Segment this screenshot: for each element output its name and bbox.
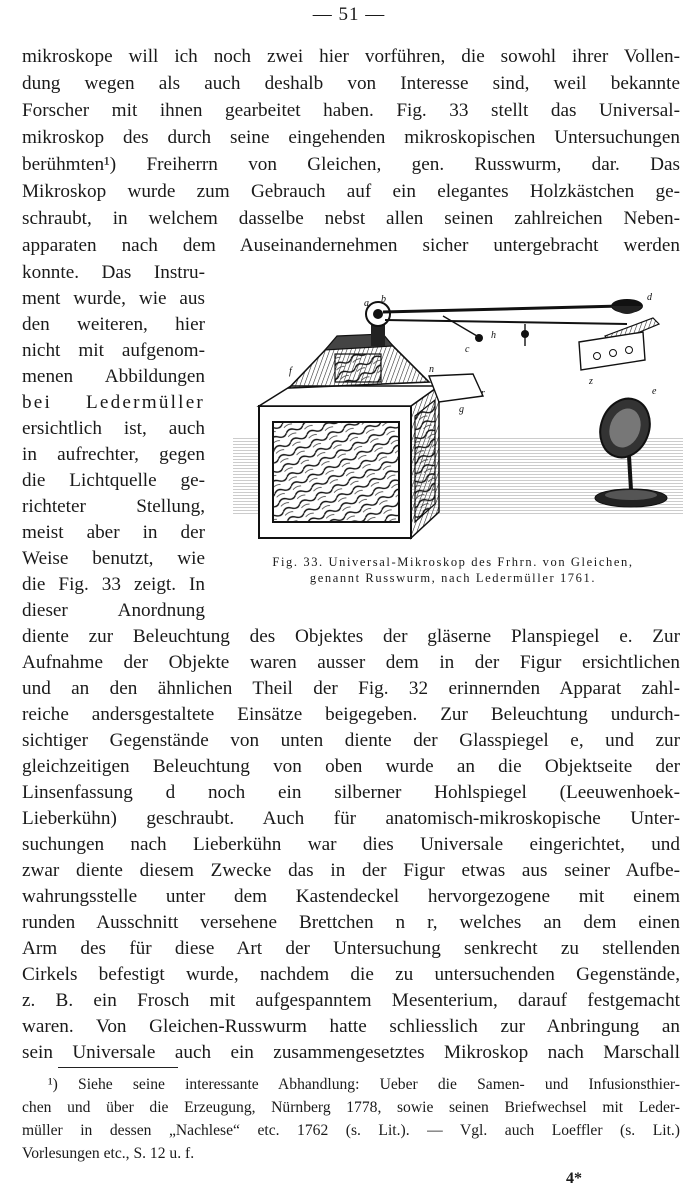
- side-line: konnte. Das Instru-: [22, 262, 205, 283]
- figure-caption: [224, 554, 682, 586]
- svg-text:e: e: [652, 386, 657, 397]
- side-line: bei Ledermüller: [22, 392, 205, 413]
- side-line: in aufrechter, gegen: [22, 444, 205, 465]
- footnote-rule: [58, 1067, 178, 1068]
- svg-text:f: f: [289, 366, 292, 377]
- caption-line: Fig. 33. Universal-Mikroskop des Frhrn. von Gleichen,: [272, 555, 634, 569]
- side-line: nicht mit aufgenom-: [22, 340, 205, 361]
- body-line: Aufnahme der Objekte waren ausser dem in der Figur ersichtlichen: [22, 652, 680, 673]
- body-line: Linsenfassung d noch ein silberner Hohlspiegel (Leeuwenhoek-: [22, 782, 680, 803]
- svg-text:h: h: [491, 330, 496, 341]
- svg-text:c: c: [465, 344, 470, 355]
- body-line: und an den ähnlichen Theil der Fig. 32 erinnernden Apparat zahl-: [22, 678, 680, 699]
- side-line: meist aber in der: [22, 522, 205, 543]
- svg-text:a: a: [364, 298, 369, 309]
- footnote-line: Vorlesungen etc., S. 12 u. f.: [22, 1145, 195, 1162]
- body-line: z. B. ein Frosch mit aufgespanntem Mesenterium, darauf festgemacht: [22, 990, 680, 1011]
- body-line: waren. Von Gleichen-Russwurm hatte schliesslich zur Anbringung an: [22, 1016, 680, 1037]
- body-line: zwar diente diesem Zwecke das in der Figur etwas aus seiner Aufbe-: [22, 860, 680, 881]
- body-line: diente zur Beleuchtung des Objektes der gläserne Planspiegel e. Zur: [22, 626, 680, 647]
- body-line: berühmten¹) Freiherrn von Gleichen, gen. Russwurm, dar. Das: [22, 154, 680, 175]
- body-line: dung wegen als auch deshalb von Interesse sind, weil bekannte: [22, 73, 680, 94]
- side-line: menen Abbildungen: [22, 366, 205, 387]
- body-line: sichtiger Gegenstände von unten diente der Glasspiegel e, und zur: [22, 730, 680, 751]
- body-line: Lieberkühn) geschraubt. Auch für anatomisch-mikroskopische Unter-: [22, 808, 680, 829]
- body-line: gleichzeitigen Beleuchtung von oben wurde an die Objektseite der: [22, 756, 680, 777]
- svg-text:d: d: [647, 292, 652, 303]
- side-line: richteter Stellung,: [22, 496, 205, 517]
- body-line: schraubt, in welchem dasselbe nebst allen seinen zahlreichen Neben-: [22, 208, 680, 229]
- body-line: suchungen nach Lieberkühn war dies Universale eingerichtet, und: [22, 834, 680, 855]
- svg-text:r: r: [481, 388, 485, 399]
- footnote-line: ¹) Siehe seine interessante Abhandlung: Ueber die Samen- und Infusionsthier-: [48, 1076, 680, 1093]
- body-line: reiche andersgestaltete Einsätze beigegeben. Zur Beleuchtung undurch-: [22, 704, 680, 725]
- side-line: dieser Anordnung: [22, 600, 205, 621]
- body-line: Forscher mit ihnen gearbeitet haben. Fig. 33 stellt das Universal-: [22, 100, 680, 121]
- body-line: mikroskope will ich noch zwei hier vorführen, die sowohl ihrer Vollen-: [22, 46, 680, 67]
- svg-text:z: z: [589, 376, 593, 387]
- caption-line: genannt Russwurm, nach Ledermüller 1761.: [309, 571, 597, 585]
- side-line: ersichtlich ist, auch: [22, 418, 205, 439]
- body-line: apparaten nach dem Auseinandernehmen sicher untergebracht werden: [22, 235, 680, 256]
- side-line: Weise benutzt, wie: [22, 548, 205, 569]
- footnote-line: müller in dessen „Nachlese“ etc. 1762 (s. Lit.). — Vgl. auch Loeffler (s. Lit.): [22, 1122, 680, 1139]
- signature-mark: 4*: [566, 1170, 582, 1187]
- body-line: Mikroskop wurde zum Gebrauch auf ein elegantes Holzkästchen ge-: [22, 181, 680, 202]
- body-line: mikroskop des durch seine eingehenden mikroskopischen Untersuchungen: [22, 127, 680, 148]
- side-line: die Fig. 33 zeigt. In: [22, 574, 205, 595]
- svg-text:g: g: [459, 404, 464, 415]
- side-line: den weiteren, hier: [22, 314, 205, 335]
- body-line: runden Ausschnitt versehene Brettchen n r, welches an dem einen: [22, 912, 680, 933]
- svg-text:n: n: [429, 364, 434, 375]
- body-line: sein Universale auch ein zusammengesetztes Mikroskop nach Marschall: [22, 1042, 680, 1063]
- footnote-line: chen und über die Erzeugung, Nürnberg 1778, sowie seinen Briefwechsel mit Leder-: [22, 1099, 680, 1116]
- figure-33-illustration: [233, 276, 683, 552]
- body-line: Arm des für diese Art der Untersuchung senkrecht zu stellenden: [22, 938, 680, 959]
- body-line: wahrungsstelle unter dem Kastendeckel hervorgezogene mit einem: [22, 886, 680, 907]
- page-number: — 51 —: [312, 4, 386, 25]
- svg-text:b: b: [381, 294, 386, 305]
- side-line: die Lichtquelle ge-: [22, 470, 205, 491]
- body-line: Cirkels befestigt wurde, nachdem die zu untersuchenden Gegenstände,: [22, 964, 680, 985]
- side-line: ment wurde, wie aus: [22, 288, 205, 309]
